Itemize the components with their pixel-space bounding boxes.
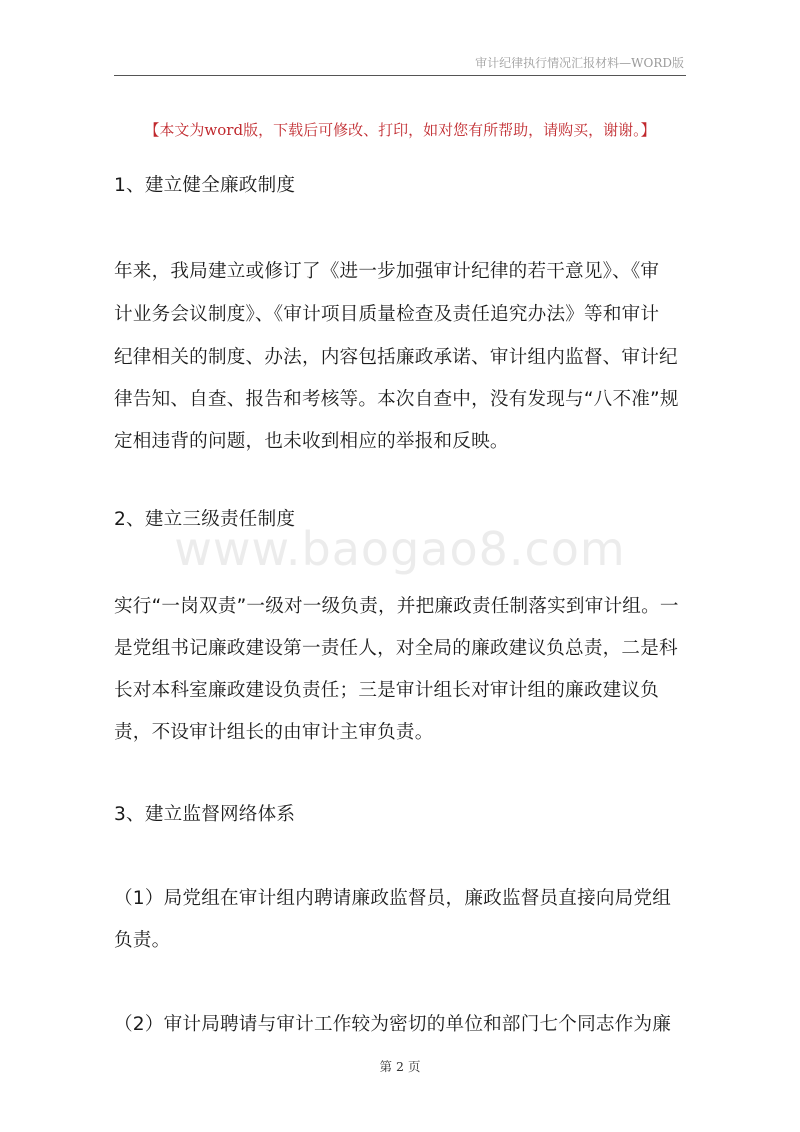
watermark: www.baogao8.com	[174, 522, 626, 576]
paragraph-line: 纪律相关的制度、办法，内容包括廉政承诺、审计组内监督、审计纪	[114, 347, 678, 368]
page-number: 第 2 页	[379, 1059, 421, 1074]
paragraph-line: （1）局党组在审计组内聘请廉政监督员，廉政监督员直接向局党组	[114, 888, 672, 909]
header-divider	[114, 75, 686, 76]
paragraph-line: 责，不设审计组长的由审计主审负责。	[114, 722, 434, 743]
header-title: 审计纪律执行情况汇报材料—WORD版	[475, 56, 684, 70]
paragraph-line: （2）审计局聘请与审计工作较为密切的单位和部门七个同志作为廉	[114, 1014, 672, 1035]
paragraph-line: 是党组书记廉政建设第一责任人，对全局的廉政建议负总责，二是科	[114, 638, 678, 659]
section-heading-1: 1、建立健全廉政制度	[114, 175, 296, 196]
paragraph-line: 长对本科室廉政建设负责任；三是审计组长对审计组的廉政建议负	[114, 680, 660, 701]
paragraph-line: 计业务会议制度》、《审计项目质量检查及责任追究办法》等和审计	[114, 304, 660, 325]
paragraph-line: 年来，我局建立或修订了《进一步加强审计纪律的若干意见》、《审	[114, 261, 660, 282]
purchase-notice: 【本文为word版，下载后可修改、打印，如对您有所帮助，请购买，谢谢。】	[144, 121, 656, 139]
section-heading-3: 3、建立监督网络体系	[114, 804, 296, 825]
section-heading-2: 2、建立三级责任制度	[114, 509, 296, 530]
paragraph-line: 定相违背的问题，也未收到相应的举报和反映。	[114, 431, 509, 452]
paragraph-line: 负责。	[114, 930, 171, 951]
paragraph-line: 实行“一岗双责”一级对一级负责，并把廉政责任制落实到审计组。一	[114, 596, 679, 617]
paragraph-line: 律告知、自查、报告和考核等。本次自查中，没有发现与“八不准”规	[114, 389, 679, 410]
